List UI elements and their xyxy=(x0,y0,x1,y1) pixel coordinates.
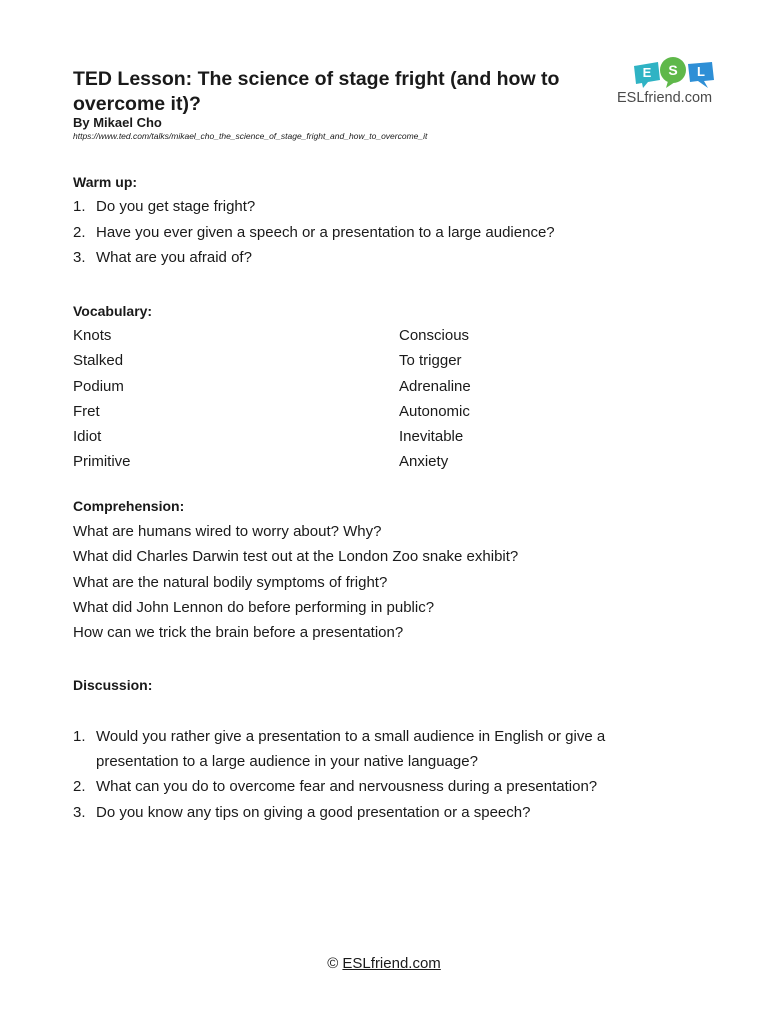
vocab-word: Primitive xyxy=(73,453,131,470)
discussion-item xyxy=(73,727,605,747)
warmup-item-number: 1. xyxy=(73,198,86,215)
discussion-item xyxy=(73,803,530,823)
logo-bubble-s xyxy=(660,57,686,88)
warmup-heading: Warm up: xyxy=(73,174,138,190)
comprehension-question: What did Charles Darwin test out at the London Zoo snake exhibit? xyxy=(73,548,519,565)
vocab-word: Autonomic xyxy=(399,403,470,420)
logo-bubble-e xyxy=(634,62,660,88)
copyright-symbol: © xyxy=(327,955,339,972)
discussion-item-number: 1. xyxy=(73,728,86,745)
logo-text: ESLfriend.com xyxy=(617,90,713,106)
discussion-item-text: Would you rather give a presentation to a small audience in English or give a xyxy=(96,728,606,745)
logo-letter-s: S xyxy=(668,62,678,78)
footer-link[interactable]: ESLfriend.com xyxy=(342,955,441,972)
vocab-word: Anxiety xyxy=(399,453,449,470)
vocab-word: Idiot xyxy=(73,428,102,445)
vocab-word: Stalked xyxy=(73,352,124,369)
warmup-item-number: 2. xyxy=(73,224,86,241)
discussion-item-text: Do you know any tips on giving a good presentation or a speech? xyxy=(96,804,531,821)
discussion-item-number: 3. xyxy=(73,804,86,821)
logo-letter-l: L xyxy=(697,64,705,79)
discussion-heading: Discussion: xyxy=(73,677,153,693)
warmup-item-text: Have you ever given a speech or a presentation to a large audience? xyxy=(96,224,555,241)
vocab-word: Fret xyxy=(73,403,100,420)
vocab-word: Podium xyxy=(73,378,124,395)
comprehension-heading: Comprehension: xyxy=(73,498,185,514)
page-title: TED Lesson: The science of stage fright (and how to overcome it)? xyxy=(73,68,560,115)
warmup-item-text: What are you afraid of? xyxy=(96,249,252,266)
warmup-item xyxy=(73,223,555,243)
author-line: By Mikael Cho xyxy=(73,115,162,130)
discussion-item-text: What can you do to overcome fear and nervousness during a presentation? xyxy=(96,778,598,795)
discussion-item xyxy=(73,777,597,797)
warmup-item-text: Do you get stage fright? xyxy=(96,198,256,215)
source-url[interactable]: https://www.ted.com/talks/mikael_cho_the_science_of_stage_fright_and_how_to_overcome_it xyxy=(73,131,428,141)
logo-bubble-l xyxy=(688,62,714,88)
logo-letter-e: E xyxy=(642,65,652,80)
vocabulary-heading: Vocabulary: xyxy=(73,303,153,319)
comprehension-question: What are humans wired to worry about? Why? xyxy=(73,523,382,540)
comprehension-question: What are the natural bodily symptoms of fright? xyxy=(73,574,388,591)
vocab-word: Conscious xyxy=(399,327,470,344)
vocab-word: To trigger xyxy=(399,352,462,369)
warmup-item xyxy=(73,248,252,268)
comprehension-question: What did John Lennon do before performing in public? xyxy=(73,599,435,616)
comprehension-question: How can we trick the brain before a presentation? xyxy=(73,624,404,641)
discussion-item-continuation: presentation to a large audience in your native language? xyxy=(96,753,478,770)
warmup-item-number: 3. xyxy=(73,249,86,266)
footer xyxy=(0,955,768,972)
warmup-item xyxy=(73,197,255,217)
vocab-word: Knots xyxy=(73,327,112,344)
discussion-item-number: 2. xyxy=(73,778,86,795)
vocab-word: Inevitable xyxy=(399,428,464,445)
vocab-word: Adrenaline xyxy=(399,378,471,395)
